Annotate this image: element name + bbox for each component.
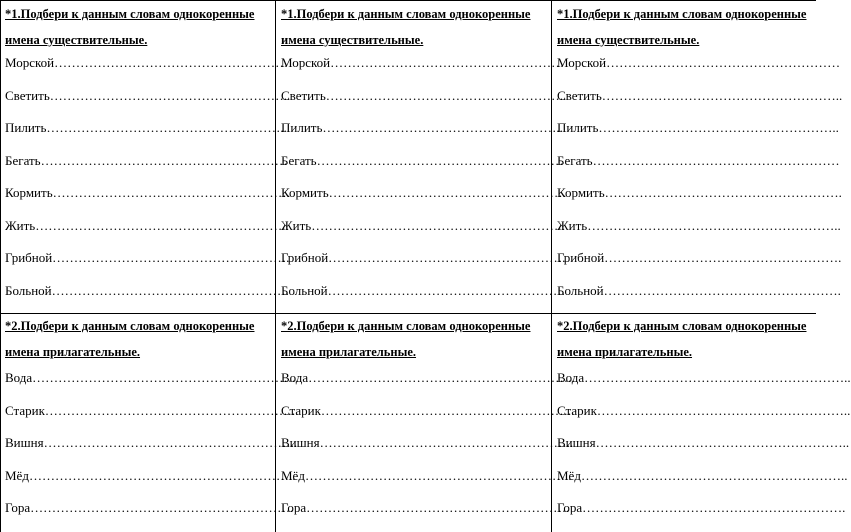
- word-row: Кормить……………………………………………….: [557, 185, 842, 200]
- word-row: Мёд……………………………………………………..: [557, 468, 848, 483]
- word-row: Бегать…………………………………………………: [557, 153, 840, 168]
- column-divider-2: [551, 0, 552, 532]
- word-row: Гора…………………………………………………….: [5, 500, 294, 515]
- task2-heading-cont: имена прилагательные.: [5, 345, 141, 359]
- word-row: Мёд……………………………………………………..: [281, 468, 572, 483]
- word-row: Больной……………………………………………….: [557, 283, 841, 298]
- word-row: Морской………………………………………………: [557, 55, 841, 70]
- task1-heading-cont: имена существительные.: [281, 33, 424, 47]
- word-row: Старик…………………………………………………..: [5, 403, 299, 418]
- word-row: Морской………………………………………………: [5, 55, 289, 70]
- word-row: Вода……………………………………………………..: [5, 370, 299, 385]
- word-row: Светить………………………………………………..: [5, 88, 291, 103]
- task2-card-3: [557, 313, 851, 532]
- word-row: Морской………………………………………………: [281, 55, 565, 70]
- word-row: Пилить………………………………………………..: [5, 120, 287, 135]
- word-row: Гора…………………………………………………….: [557, 500, 846, 515]
- word-row: Бегать…………………………………………………: [5, 153, 288, 168]
- word-row: Больной……………………………………………….: [281, 283, 565, 298]
- word-row: Жить…………………………………………………..: [5, 218, 289, 233]
- word-row: Вишня…………………………………………………..: [5, 435, 298, 450]
- task1-card-2: [281, 1, 567, 311]
- word-row: Старик…………………………………………………..: [557, 403, 851, 418]
- word-row: Старик…………………………………………………..: [281, 403, 575, 418]
- task1-heading: *1.Подбери к данным словам однокоренные: [5, 7, 255, 21]
- task1-heading: *1.Подбери к данным словам однокоренные: [557, 7, 807, 21]
- word-row: Мёд……………………………………………………..: [5, 468, 296, 483]
- word-row: Светить………………………………………………..: [281, 88, 567, 103]
- task1-card-3: [557, 1, 843, 311]
- task1-heading-cont: имена существительные.: [5, 33, 148, 47]
- task2-heading-cont: имена прилагательные.: [281, 345, 417, 359]
- word-row: Кормить……………………………………………….: [281, 185, 566, 200]
- word-row: Бегать…………………………………………………: [281, 153, 564, 168]
- column-divider-1: [275, 0, 276, 532]
- word-row: Светить………………………………………………..: [557, 88, 843, 103]
- table-border-left: [0, 0, 1, 532]
- word-row: Вишня…………………………………………………..: [557, 435, 850, 450]
- task2-heading: *2.Подбери к данным словам однокоренные: [557, 319, 807, 333]
- word-row: Вода……………………………………………………..: [557, 370, 851, 385]
- word-row: Грибной……………………………………………….: [557, 250, 842, 265]
- task2-heading: *2.Подбери к данным словам однокоренные: [281, 319, 531, 333]
- task2-card-1: [5, 313, 299, 532]
- word-row: Кормить……………………………………………….: [5, 185, 290, 200]
- task2-heading: *2.Подбери к данным словам однокоренные: [5, 319, 255, 333]
- word-row: Вода……………………………………………………..: [281, 370, 575, 385]
- word-row: Пилить………………………………………………..: [281, 120, 563, 135]
- word-row: Вишня…………………………………………………..: [281, 435, 574, 450]
- word-row: Жить…………………………………………………..: [281, 218, 565, 233]
- word-row: Гора…………………………………………………….: [281, 500, 570, 515]
- task1-card-1: [5, 1, 291, 311]
- word-row: Грибной……………………………………………….: [281, 250, 566, 265]
- word-row: Грибной……………………………………………….: [5, 250, 290, 265]
- task1-heading-cont: имена существительные.: [557, 33, 700, 47]
- task2-card-2: [281, 313, 575, 532]
- word-row: Жить…………………………………………………..: [557, 218, 841, 233]
- word-row: Пилить………………………………………………..: [557, 120, 839, 135]
- task2-heading-cont: имена прилагательные.: [557, 345, 693, 359]
- task1-heading: *1.Подбери к данным словам однокоренные: [281, 7, 531, 21]
- word-row: Больной……………………………………………….: [5, 283, 289, 298]
